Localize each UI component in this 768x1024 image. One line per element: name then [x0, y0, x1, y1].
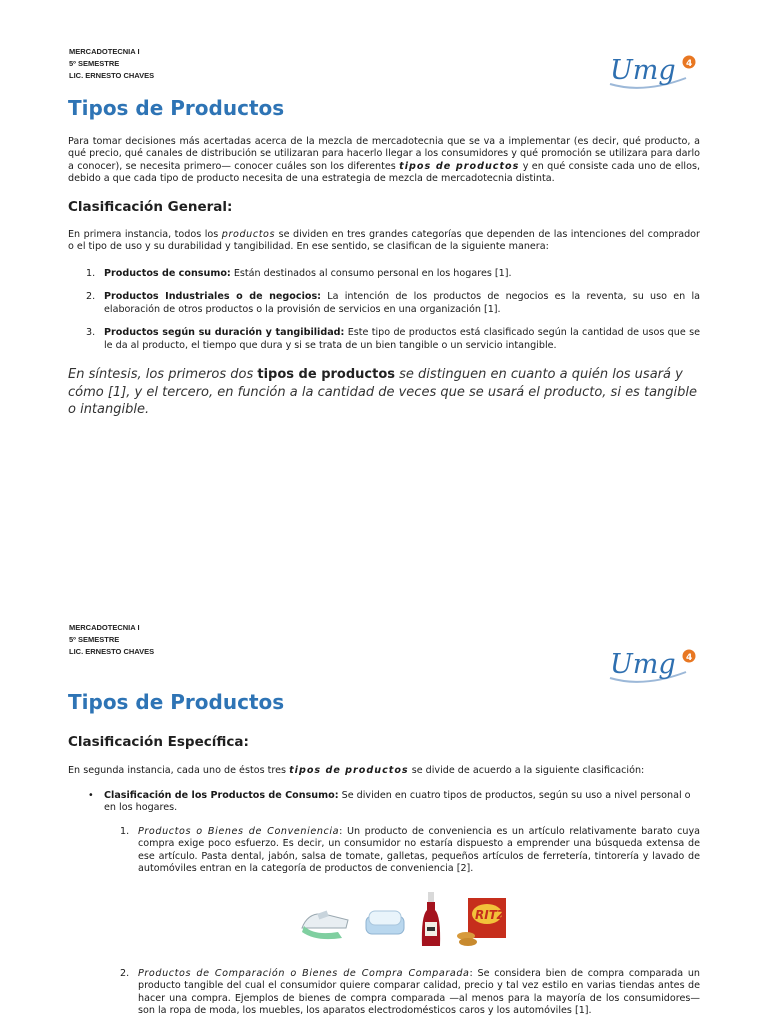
instructor-name: LIC. ERNESTO CHAVES: [69, 71, 155, 80]
consumer-products-sublist: [120, 826, 700, 876]
document-page-2: [0, 610, 768, 1024]
umg-logo: [604, 642, 700, 688]
specific-intro-paragraph: En segunda instancia, cada uno de éstos tres tipos de productos se divide de acuerdo a la siguiente clasificación:: [68, 765, 645, 776]
section-heading-specific: Clasificación Específica:: [68, 734, 249, 750]
semester: 5º SEMESTRE: [69, 635, 120, 644]
logo-badge: 4: [686, 653, 693, 663]
page-title: Tipos de Productos: [68, 690, 285, 714]
general-paragraph: En primera instancia, todos los productos se dividen en tres grandes categorías que dependen de las intenciones del comprador o el tipo de uso y su durabilidad y tangibilidad. En ese sentido, se clasifican de la siguiente manera:: [68, 229, 700, 253]
instructor-name: LIC. ERNESTO CHAVES: [69, 647, 155, 656]
page-title: Tipos de Productos: [68, 96, 285, 120]
list-item: 1. Productos de consumo: Están destinados al consumo personal en los hogares [1].: [86, 268, 512, 279]
page-header: [69, 622, 154, 658]
crackers-icon: [456, 898, 508, 946]
list-item: 1. Productos o Bienes de Conveniencia: Un producto de conveniencia es un artículo relativamente barato cuya compra exige poco esfuerzo. Es decir, un consumidor no estaría dispuesto a emprender una búsqueda extensa de ese artículo. Pasta dental, jabón, salsa de tomate, galletas, pequeños artículos de ferretería, tintorería y lavado de automóviles entran en la categoría de productos de conveniencia [2].: [120, 826, 701, 875]
summary-paragraph: En síntesis, los primeros dos tipos de productos se distinguen en cuanto a quién los usará y cómo [1], y el tercero, en función a la cantidad de veces que se usará el producto, si es tangible o intangible.: [68, 367, 697, 418]
list-item: 3. Productos según su duración y tangibilidad: Este tipo de productos está clasificado según la cantidad de usos que se le da al producto, el tiempo que dura y si se trata de un bien tangible o un servicio intangible.: [86, 327, 700, 351]
course-name: MERCADOTECNIA I: [69, 47, 140, 56]
umg-logo: [604, 48, 700, 94]
section-heading-general: Clasificación General:: [68, 199, 233, 215]
convenience-products-image: [298, 892, 510, 948]
logo-badge: 4: [686, 59, 693, 69]
list-item: 2. Productos de Comparación o Bienes de Compra Comparada: Se considera bien de compra comparada un producto tangible del cual el consumidor quiere comparar calidad, precio y tal vez estilo en varias tiendas antes de hacer una compra. Ejemplos de bienes de compra comparada —al menos para la mayoría de los consumidores— son la ropa de moda, los muebles, los aparatos electrodomésticos caros y los automóviles [1].: [120, 968, 700, 1017]
ketchup-icon: [420, 892, 442, 948]
page-header: [69, 46, 154, 82]
soap-icon: [364, 908, 406, 936]
intro-paragraph: Para tomar decisiones más acertadas acerca de la mezcla de mercadotecnia que se va a implementar (es decir, qué producto, a qué precio, qué canales de distribución se utilizaran para hacerlo llegar a los consumidores y qué promoción se utilizara para darlo a conocer), se necesita primero— conocer cuáles son los diferentes tipos de productos y en qué consiste cada uno de ellos, debido a que cada tipo de producto necesita de una estrategia de mezcla de mercadotecnia distinta.: [68, 136, 700, 185]
consumer-products-bullet: [86, 790, 700, 815]
list-item: 2. Productos Industriales o de negocios: La intención de los productos de negocios es la reventa, su uso en la elaboración de otros productos o la provisión de servicios en una organización [1].: [86, 291, 700, 315]
crackers-label: RITZ: [475, 908, 506, 922]
semester: 5º SEMESTRE: [69, 59, 120, 68]
course-name: MERCADOTECNIA I: [69, 623, 140, 632]
toothpaste-icon: [298, 902, 354, 942]
list-item: • Clasificación de los Productos de Consumo: Se dividen en cuatro tipos de productos, según su uso a nivel personal o en los hogares.: [88, 790, 691, 814]
logo-text: Umg: [610, 55, 676, 86]
comparison-products-sublist: [120, 968, 700, 1018]
logo-text: Umg: [610, 649, 676, 680]
general-classification-list: [86, 268, 700, 352]
